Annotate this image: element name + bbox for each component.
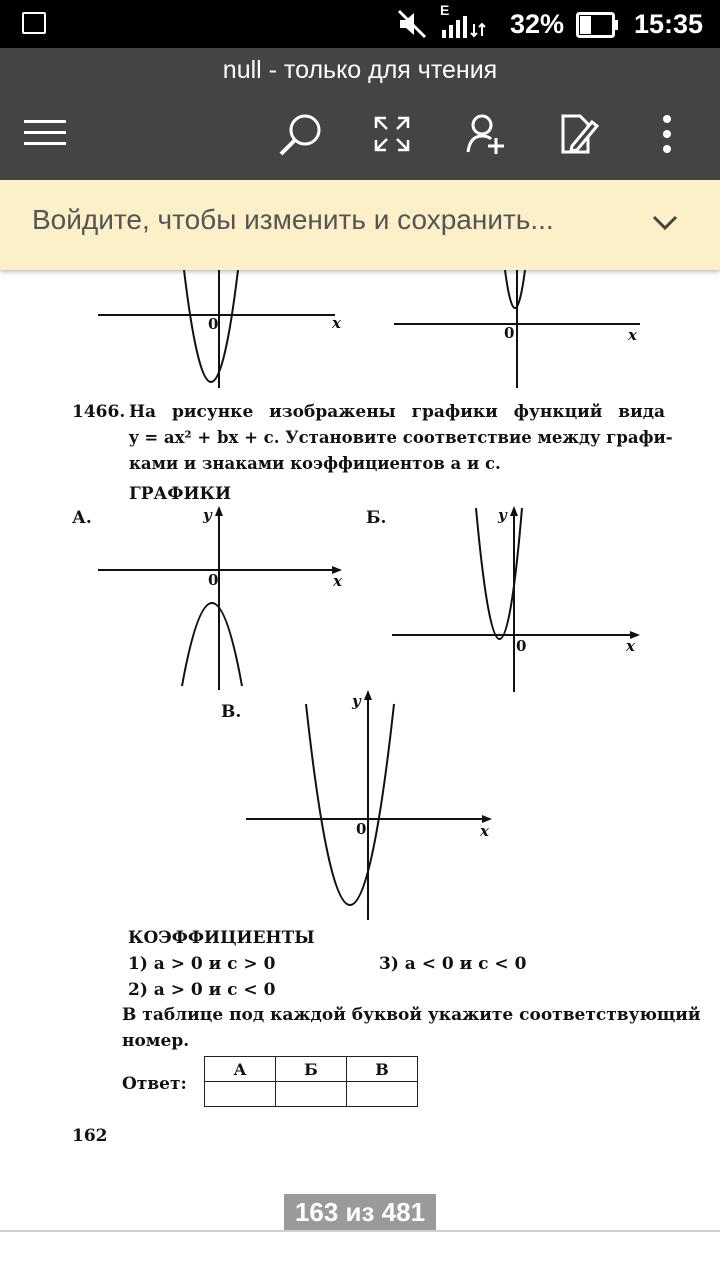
problem-line-2: y = ax² + bx + c. Установите соответствие между графи- xyxy=(129,428,673,447)
status-bar xyxy=(0,0,720,48)
answer-table xyxy=(204,1056,418,1107)
menu-icon[interactable] xyxy=(24,120,68,146)
sign-in-banner[interactable] xyxy=(0,180,720,270)
app-bar xyxy=(0,48,720,180)
document-page xyxy=(0,270,720,1230)
image-notification-icon xyxy=(22,12,46,34)
answer-cell-b xyxy=(276,1082,347,1107)
clock: 15:35 xyxy=(634,9,704,39)
graph-a-zero: 0 xyxy=(208,571,219,589)
top-partial-graphs xyxy=(0,270,720,390)
graph-v xyxy=(244,688,504,924)
top-left-zero: 0 xyxy=(208,315,219,333)
network-type: E xyxy=(440,2,450,18)
coefficient-2: 2) a > 0 и c < 0 xyxy=(128,980,276,1000)
sign-in-message: Войдите, чтобы изменить и сохранить... xyxy=(32,204,554,235)
graph-v-x-label: x xyxy=(480,822,489,840)
answer-header-b: Б xyxy=(276,1057,347,1082)
fullscreen-icon[interactable] xyxy=(374,116,410,152)
add-person-icon[interactable] xyxy=(464,112,508,156)
graph-v-label: В. xyxy=(221,702,242,722)
edit-document-icon[interactable] xyxy=(558,112,600,156)
more-options-icon[interactable] xyxy=(660,114,674,154)
problem-number: 1466. xyxy=(72,402,126,422)
page-number: 162 xyxy=(72,1126,108,1146)
graph-a xyxy=(90,504,360,694)
graph-b-x-label: x xyxy=(626,637,635,655)
document-title: null - только для чтения xyxy=(222,56,498,84)
page-indicator: 163 из 481 xyxy=(284,1194,436,1230)
graph-b-zero: 0 xyxy=(516,637,527,655)
instruction-line-1: В таблице под каждой буквой укажите соответствующий xyxy=(122,1005,701,1025)
answer-label: Ответ: xyxy=(122,1074,187,1094)
graph-b xyxy=(390,504,650,694)
graph-a-x-label: x xyxy=(333,572,342,590)
search-icon[interactable] xyxy=(278,112,324,158)
graphs-heading: ГРАФИКИ xyxy=(129,484,232,504)
chevron-down-icon[interactable] xyxy=(652,214,678,232)
top-right-zero: 0 xyxy=(504,324,515,342)
signal-icon xyxy=(440,16,490,38)
battery-icon xyxy=(576,12,620,38)
bottom-divider xyxy=(0,1230,720,1232)
problem-line-3: ками и знаками коэффициентов a и c. xyxy=(129,454,501,473)
graph-v-y-label: y xyxy=(352,692,361,710)
instruction-line-2: номер. xyxy=(122,1031,190,1051)
muted-speaker-icon xyxy=(396,8,428,40)
answer-cell-v xyxy=(347,1082,418,1107)
problem-line-1: На рисунке изображены графики функций вида xyxy=(129,402,666,422)
answer-cell-a xyxy=(205,1082,276,1107)
coefficient-3: 3) a < 0 и c < 0 xyxy=(379,954,527,974)
graph-v-zero: 0 xyxy=(356,820,367,838)
coefficient-1: 1) a > 0 и c > 0 xyxy=(128,954,276,974)
answer-header-v: В xyxy=(347,1057,418,1082)
graph-b-label: Б. xyxy=(366,508,387,528)
graph-a-label: А. xyxy=(72,508,92,528)
answer-header-a: А xyxy=(205,1057,276,1082)
graph-b-y-label: y xyxy=(498,506,507,524)
graph-a-y-label: y xyxy=(203,506,212,524)
top-right-x: x xyxy=(628,326,637,344)
battery-percent: 32% xyxy=(510,9,565,39)
top-left-x: x xyxy=(332,314,341,332)
coefficients-heading: КОЭФФИЦИЕНТЫ xyxy=(128,928,315,948)
